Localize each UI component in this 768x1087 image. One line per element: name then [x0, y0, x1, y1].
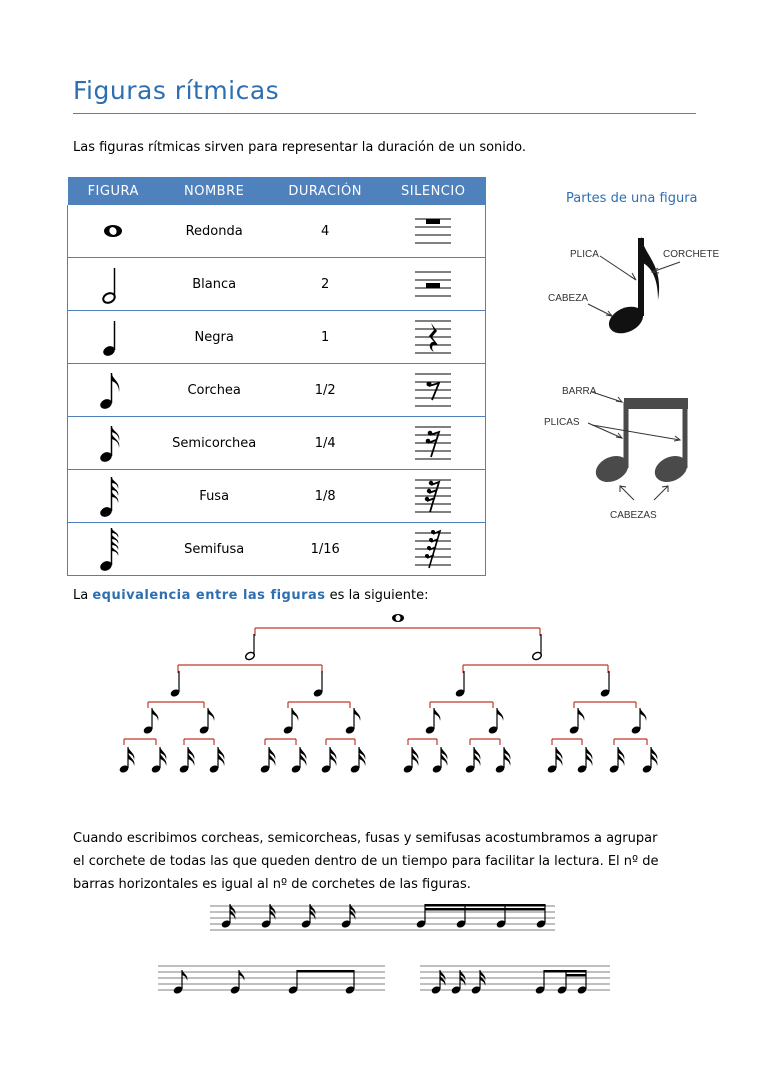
equivalence-intro: La equivalencia entre las figuras es la siguiente:	[73, 588, 429, 603]
half-note-icon	[93, 262, 133, 306]
rest-cell	[381, 417, 486, 470]
page-title: Figuras rítmicas	[73, 76, 280, 105]
figure-cell	[68, 205, 159, 258]
note-flag	[354, 708, 360, 721]
duration-cell: 2	[269, 258, 381, 311]
rest-cell	[381, 364, 486, 417]
name-cell: Semifusa	[159, 523, 269, 576]
beam	[544, 970, 586, 973]
table-row	[68, 417, 486, 470]
note-flag	[208, 708, 214, 721]
header-duracion: DURACIÓN	[269, 177, 381, 205]
thirty-second-rest-icon	[413, 476, 453, 516]
label-corchete: CORCHETE	[663, 249, 720, 260]
note-parts-diagram	[540, 228, 740, 348]
beam	[425, 904, 545, 907]
figure-cell	[68, 417, 159, 470]
intro-text: Las figuras rítmicas sirven para representar la duración de un sonido.	[73, 140, 527, 155]
label-barra: BARRA	[562, 386, 597, 397]
note-flag	[434, 708, 440, 721]
sixteenth-rest-icon	[413, 423, 453, 463]
note-flag	[497, 708, 503, 721]
quarter-rest-icon	[413, 317, 453, 357]
rest-cell	[381, 311, 486, 364]
label-plicas: PLICAS	[544, 417, 580, 428]
header-figura: FIGURA	[68, 177, 159, 205]
rest-cell	[381, 205, 486, 258]
beam-shape	[624, 398, 688, 409]
title-divider	[73, 113, 696, 114]
note-flag	[152, 708, 158, 721]
table-row	[68, 258, 486, 311]
eighth-rest-icon	[413, 370, 453, 410]
parts-heading: Partes de una figura	[566, 191, 698, 206]
quarter-note-icon	[93, 315, 133, 359]
beam	[566, 974, 586, 977]
duration-cell: 1/8	[269, 470, 381, 523]
grouping-paragraph: Cuando escribimos corcheas, semicorcheas, fusas y semifusas acostumbramos a agrupar el corchete de todas las que queden dentro de un tiempo para facilitar la lectura. El nº de barras horizontales es igual al nº de corchetes de las figuras.	[73, 831, 659, 892]
table-row	[68, 311, 486, 364]
beam	[425, 908, 545, 911]
sixteenth-note-icon	[93, 421, 133, 465]
label-cabeza: CABEZA	[548, 293, 589, 304]
beamed-notes-diagram	[540, 380, 740, 525]
rest-cell	[381, 523, 486, 576]
rest-cell	[381, 258, 486, 311]
name-cell: Blanca	[159, 258, 269, 311]
sixty-fourth-rest-icon	[413, 528, 453, 570]
figure-cell	[68, 470, 159, 523]
figure-cell	[68, 311, 159, 364]
name-cell: Negra	[159, 311, 269, 364]
equivalence-tree	[0, 605, 768, 790]
figure-cell	[68, 364, 159, 417]
whole-rest-icon	[413, 211, 453, 251]
figure-cell	[68, 523, 159, 576]
note-flag	[292, 708, 298, 721]
equivalence-highlight: equivalencia entre las figuras	[92, 588, 326, 603]
half-rest-icon	[413, 264, 453, 304]
whole-note-icon	[93, 211, 133, 251]
duration-cell: 1/2	[269, 364, 381, 417]
name-cell: Redonda	[159, 205, 269, 258]
table-row	[68, 523, 486, 576]
label-cabezas: CABEZAS	[610, 510, 657, 521]
name-cell: Fusa	[159, 470, 269, 523]
label-plica: PLICA	[570, 249, 599, 260]
eighth-note-icon	[93, 368, 133, 412]
beaming-examples	[0, 895, 768, 1015]
figure-cell	[68, 258, 159, 311]
table-row	[68, 470, 486, 523]
figures-table	[67, 177, 486, 576]
sixty-fourth-note-icon	[93, 526, 133, 572]
note-flag	[578, 708, 584, 721]
thirty-second-note-icon	[93, 474, 133, 518]
whole-note-hole	[396, 615, 401, 621]
duration-cell: 4	[269, 205, 381, 258]
header-nombre: NOMBRE	[159, 177, 269, 205]
table-row	[68, 205, 486, 258]
duration-cell: 1	[269, 311, 381, 364]
beam	[297, 970, 354, 973]
name-cell: Corchea	[159, 364, 269, 417]
duration-cell: 1/4	[269, 417, 381, 470]
table-row	[68, 364, 486, 417]
note-flag	[640, 708, 646, 721]
duration-cell: 1/16	[269, 523, 381, 576]
table-header-row	[68, 177, 486, 205]
rest-cell	[381, 470, 486, 523]
header-silencio: SILENCIO	[381, 177, 486, 205]
name-cell: Semicorchea	[159, 417, 269, 470]
